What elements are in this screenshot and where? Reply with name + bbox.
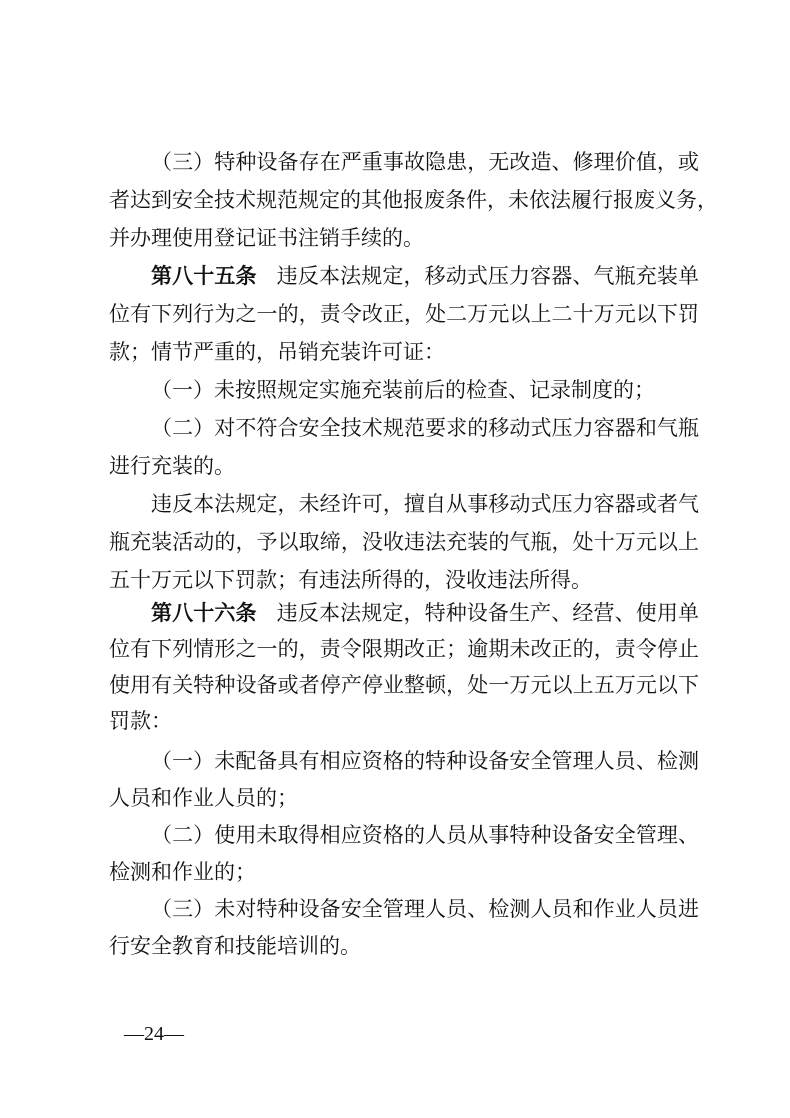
text-line: 使用有关特种设备或者停产停业整顿，处一万元以上五万元以下 xyxy=(109,673,699,697)
text-line: 检测和作业的； xyxy=(109,860,256,884)
text-line: 违反本法规定，未经许可，擅自从事移动式压力容器或者气 xyxy=(151,492,699,516)
text-line: 违反本法规定，移动式压力容器、气瓶充装单 xyxy=(276,264,700,288)
text-line: 并办理使用登记证书注销手续的。 xyxy=(109,226,424,250)
text-line: （二）使用未取得相应资格的人员从事特种设备安全管理、 xyxy=(151,823,699,847)
text-line: （三）特种设备存在严重事故隐患，无改造、修理价值，或 xyxy=(151,150,699,174)
text-line: 行安全教育和技能培训的。 xyxy=(109,934,361,958)
text-line: 位有下列行为之一的，责令改正，处二万元以上二十万元以下罚 xyxy=(109,302,699,326)
text-line: 瓶充装活动的，予以取缔，没收违法充装的气瓶，处十万元以上 xyxy=(109,530,699,554)
text-line: （一）未按照规定实施充装前后的检查、记录制度的； xyxy=(151,378,655,402)
text-line: 违反本法规定，特种设备生产、经营、使用单 xyxy=(276,601,700,625)
text-line: 款；情节严重的，吊销充装许可证： xyxy=(109,340,445,364)
article-86-first-line xyxy=(151,596,699,630)
article-86-heading: 第八十六条 xyxy=(151,600,257,625)
text-line: （二）对不符合安全技术规范要求的移动式压力容器和气瓶 xyxy=(151,416,699,440)
text-line: 罚款： xyxy=(109,709,172,733)
text-line: 位有下列情形之一的，责令限期改正；逾期未改正的，责令停止 xyxy=(109,637,699,661)
article-85-first-line xyxy=(151,259,699,293)
text-line: 人员和作业人员的； xyxy=(109,786,298,810)
text-line: （三）未对特种设备安全管理人员、检测人员和作业人员进 xyxy=(151,897,699,921)
text-line: 进行充装的。 xyxy=(109,454,235,478)
text-line: 者达到安全技术规范规定的其他报废条件，未依法履行报废义务， xyxy=(109,188,718,212)
text-line: 五十万元以下罚款；有违法所得的，没收违法所得。 xyxy=(109,568,592,592)
article-85-heading: 第八十五条 xyxy=(151,263,257,288)
text-line: （一）未配备具有相应资格的特种设备安全管理人员、检测 xyxy=(151,749,699,773)
page-number: —24— xyxy=(124,1023,184,1045)
